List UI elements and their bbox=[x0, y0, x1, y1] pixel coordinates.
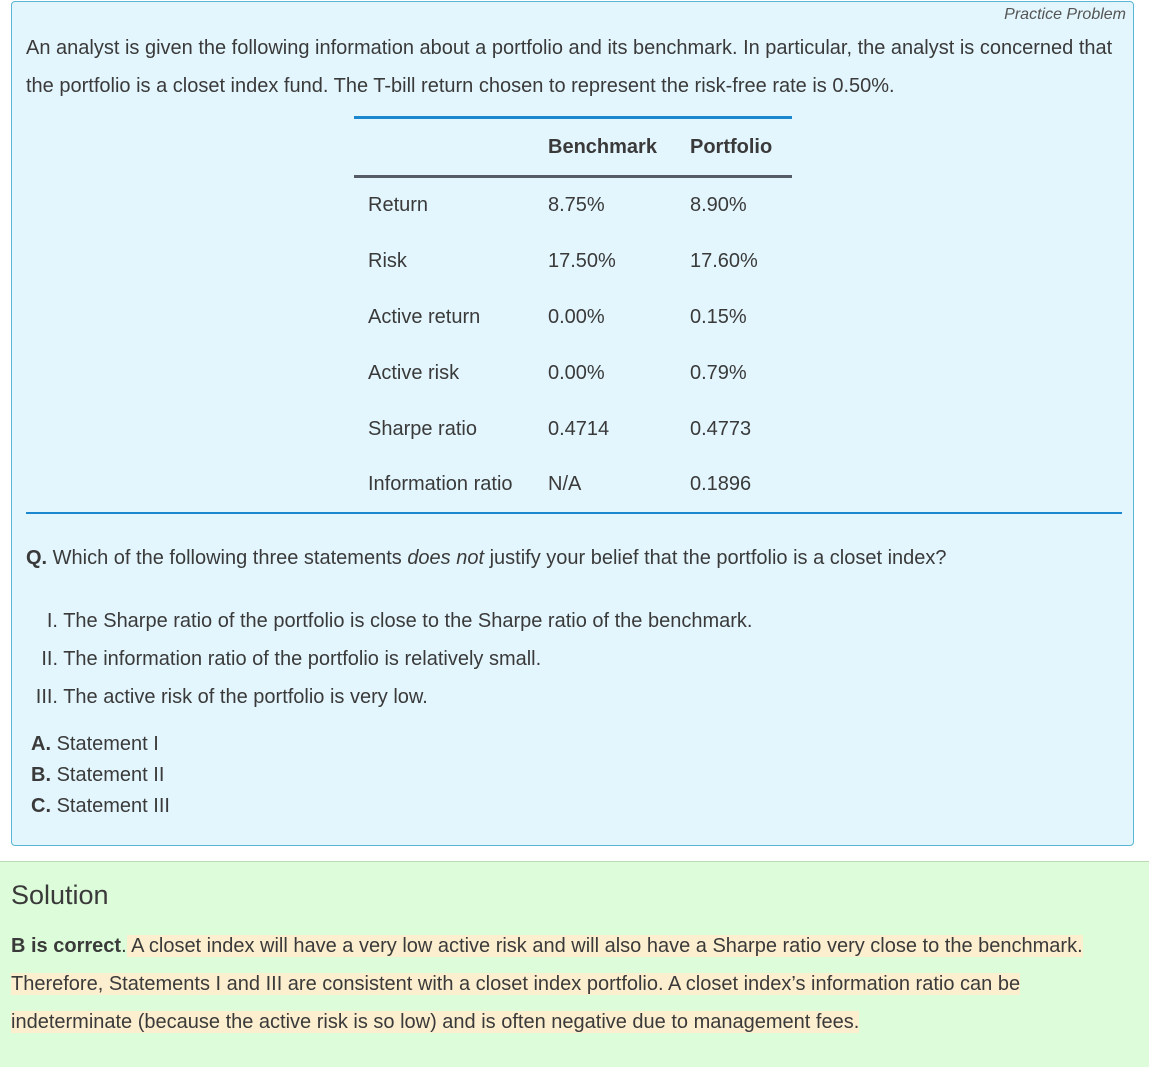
statement-number: III. bbox=[35, 686, 58, 708]
row-label: Sharpe ratio bbox=[368, 417, 477, 440]
statement-number: I. bbox=[46, 610, 58, 632]
solution-verdict: B is correct bbox=[11, 935, 122, 957]
statement-text: The active risk of the portfolio is very low. bbox=[63, 686, 428, 708]
table-row bbox=[354, 401, 792, 457]
solution-text bbox=[11, 927, 1141, 1041]
solution-explanation-highlight: A closet index will have a very low active risk and will also have a Sharpe ratio very close to the benchmark. Therefore, Statements I and III are consistent with a closet index portfolio. A closet index’s information ratio can be indeterminate (because the active risk is so low) and is often negative due to management fees. bbox=[11, 935, 1083, 1033]
option-text: Statement I bbox=[56, 733, 159, 755]
option-letter: C. bbox=[31, 795, 51, 817]
solution-panel bbox=[0, 861, 1149, 1067]
row-label: Information ratio bbox=[368, 473, 513, 496]
solution-verdict-punct: . bbox=[121, 935, 127, 957]
benchmark-value: 0.00% bbox=[548, 305, 605, 328]
portfolio-value: 0.15% bbox=[690, 305, 747, 328]
benchmark-value: 17.50% bbox=[548, 250, 616, 273]
table-row bbox=[354, 290, 792, 346]
statement-number: II. bbox=[41, 648, 58, 670]
portfolio-value: 0.4773 bbox=[690, 417, 752, 440]
table-header-benchmark: Benchmark bbox=[534, 118, 676, 177]
list-item bbox=[26, 640, 752, 678]
answer-options-list bbox=[31, 729, 170, 822]
statement-text: The Sharpe ratio of the portfolio is close to the Sharpe ratio of the benchmark. bbox=[63, 610, 753, 632]
portfolio-benchmark-table bbox=[354, 116, 792, 513]
statement-text: The information ratio of the portfolio is relatively small. bbox=[63, 648, 542, 670]
list-item bbox=[26, 602, 752, 640]
option-letter: A. bbox=[31, 733, 51, 755]
question-after: justify your belief that the portfolio is a closet index? bbox=[484, 547, 947, 569]
question-before: Which of the following three statements bbox=[47, 547, 408, 569]
benchmark-value: 0.00% bbox=[548, 361, 605, 384]
practice-problem-label: Practice Problem bbox=[1004, 6, 1126, 23]
portfolio-value: 8.90% bbox=[690, 194, 747, 217]
answer-option-a bbox=[31, 729, 170, 760]
benchmark-value: 0.4714 bbox=[548, 417, 610, 440]
table-header-portfolio: Portfolio bbox=[676, 118, 792, 177]
benchmark-value: 8.75% bbox=[548, 194, 605, 217]
answer-option-b bbox=[31, 760, 170, 791]
table-row bbox=[354, 457, 792, 513]
option-text: Statement III bbox=[56, 795, 170, 817]
row-label: Return bbox=[368, 194, 429, 217]
practice-problem-panel bbox=[11, 1, 1134, 846]
answer-option-c bbox=[31, 791, 170, 822]
row-label: Active return bbox=[368, 305, 481, 328]
question-emphasis: does not bbox=[407, 547, 485, 569]
table-row bbox=[354, 345, 792, 401]
question-prefix: Q. bbox=[26, 547, 48, 569]
benchmark-value: N/A bbox=[548, 473, 582, 496]
statements-list bbox=[26, 602, 752, 716]
row-label: Active risk bbox=[368, 361, 460, 384]
table-header-row bbox=[354, 118, 792, 177]
table-header-blank bbox=[354, 118, 534, 177]
problem-intro-text: An analyst is given the following information about a portfolio and its benchmark. In particular, the analyst is concerned that the portfolio is a closet index fund. The T-bill return chosen to represent the risk-free rate is 0.50%. bbox=[26, 37, 1113, 97]
option-letter: B. bbox=[31, 764, 51, 786]
question-text bbox=[26, 543, 947, 573]
portfolio-value: 0.79% bbox=[690, 361, 747, 384]
portfolio-value: 17.60% bbox=[690, 250, 758, 273]
portfolio-value: 0.1896 bbox=[690, 473, 752, 496]
table-row bbox=[354, 177, 792, 234]
solution-title: Solution bbox=[11, 880, 109, 910]
row-label: Risk bbox=[368, 250, 407, 273]
table-row bbox=[354, 234, 792, 290]
list-item bbox=[26, 678, 752, 716]
option-text: Statement II bbox=[56, 764, 165, 786]
section-divider bbox=[26, 512, 1122, 514]
